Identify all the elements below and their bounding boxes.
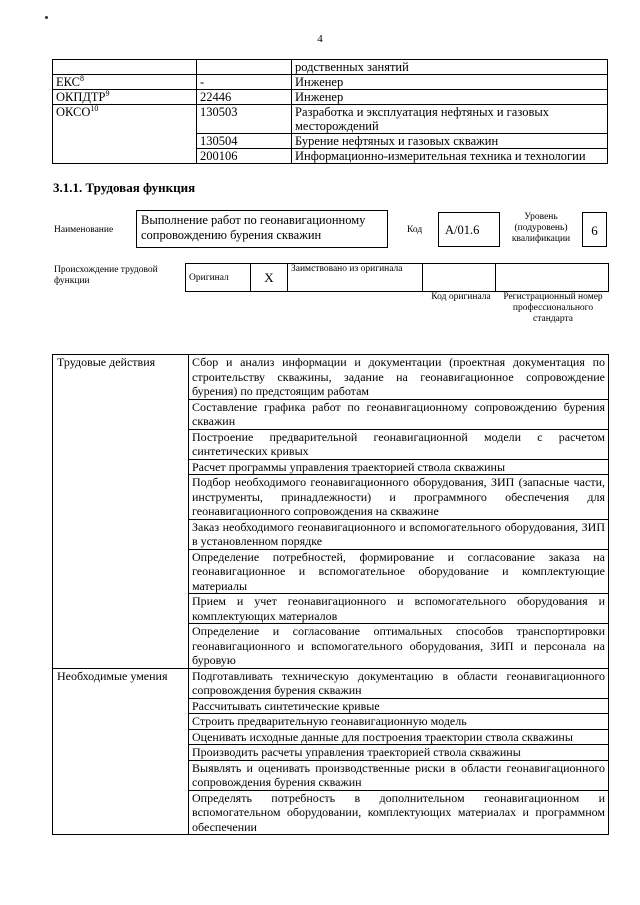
original-mark: X: [251, 264, 288, 292]
num-cell: [197, 60, 292, 75]
code-cell: ОКСО$^{10}$: [53, 105, 197, 164]
code-cell: ЕКС$^8$: [53, 75, 197, 90]
reg-number-cell: [496, 264, 609, 292]
action-item: Сбор и анализ информации и документации (проектная документация по строительству скважины, задание на геонавигационное сопровождение бурения) по предстоящим работам: [189, 355, 609, 400]
scan-dot: [45, 16, 48, 19]
skill-item: Оценивать исходные данные для построения траектории ствола скважины: [189, 729, 609, 745]
action-item: Прием и учет геонавигационного и вспомогательного оборудования и комплектующих материалов: [189, 594, 609, 624]
code-orig-cell: [423, 264, 496, 292]
function-name-box: Выполнение работ по геонавигационному сопровождению бурения скважин: [136, 210, 388, 248]
action-item: Заказ необходимого геонавигационного и вспомогательного оборудования, ЗИП в установленном порядке: [189, 519, 609, 549]
name-cell: Инженер: [292, 75, 608, 90]
table-row: [53, 60, 608, 75]
code-orig-label: Код оригинала: [431, 292, 491, 302]
action-item: Составление графика работ по геонавигационному сопровождению бурения скважин: [189, 399, 609, 429]
name-cell: родственных занятий: [292, 60, 608, 75]
code-cell: ОКПДТР$^9$: [53, 90, 197, 105]
table-row: [53, 90, 608, 105]
skill-item: Подготавливать техническую документацию в области геонавигационного сопровождения бурения скважин: [189, 668, 609, 698]
skill-item: Рассчитывать синтетические кривые: [189, 698, 609, 714]
name-cell: Разработка и эксплуатация нефтяных и газовых месторождений: [292, 105, 608, 134]
name-label: Наименование: [54, 225, 114, 235]
skill-item: Выявлять и оценивать производственные риски в области геонавигационного сопровождения бурения скважин: [189, 760, 609, 790]
page-number: 4: [317, 33, 323, 45]
action-item: Определение и согласование оптимальных способов транспортировки геонавигационного и вспомогательного оборудования, ЗИП и персонала на буровую: [189, 624, 609, 669]
name-cell: Бурение нефтяных и газовых скважин: [292, 134, 608, 149]
reg-number-label: Регистрационный номер профессионального стандарта: [503, 292, 603, 324]
num-cell: 130504: [197, 134, 292, 149]
skill-item: Определять потребность в дополнительном геонавигационном и вспомогательном оборудовании, комплектующих материалах и программном обеспечении: [189, 790, 609, 835]
action-item: Определение потребностей, формирование и согласование заказа на геонавигационное и вспомогательное оборудование и комплектующие материалы: [189, 549, 609, 594]
competence-table: [52, 354, 609, 835]
table-row: [53, 75, 608, 90]
actions-label: Трудовые действия: [53, 355, 189, 669]
table-row: [53, 668, 609, 698]
num-cell: 130503: [197, 105, 292, 134]
skills-label: Необходимые умения: [53, 668, 189, 835]
name-cell: Инженер: [292, 90, 608, 105]
level-box: 6: [582, 212, 607, 247]
table-row: [53, 355, 609, 400]
function-code-box: A/01.6: [438, 212, 500, 247]
action-item: Расчет программы управления траекторией ствола скважины: [189, 459, 609, 475]
num-cell: 22446: [197, 90, 292, 105]
origin-table: [185, 263, 609, 292]
code-label: Код: [407, 225, 423, 235]
original-label: Оригинал: [186, 264, 251, 292]
action-item: Построение предварительной геонавигационной модели с расчетом синтетических кривых: [189, 429, 609, 459]
codes-table: [52, 59, 608, 164]
section-title: 3.1.1. Трудовая функция: [53, 180, 196, 195]
num-cell: -: [197, 75, 292, 90]
num-cell: 200106: [197, 149, 292, 164]
origin-label: Происхождение трудовой функции: [54, 265, 158, 286]
name-cell: Информационно-измерительная техника и технологии: [292, 149, 608, 164]
action-item: Подбор необходимого геонавигационного оборудования, ЗИП (запасные части, инструменты, принадлежности) и программного обеспечения для геонавигационного сопровождения на скважине: [189, 475, 609, 520]
table-row: [53, 105, 608, 134]
skill-item: Строить предварительную геонавигационную модель: [189, 714, 609, 730]
code-cell: [53, 60, 197, 75]
level-label: Уровень (подуровень) квалификации: [511, 212, 571, 244]
skill-item: Производить расчеты управления траекторией ствола скважины: [189, 745, 609, 761]
borrowed-label: Заимствовано из оригинала: [288, 264, 423, 292]
